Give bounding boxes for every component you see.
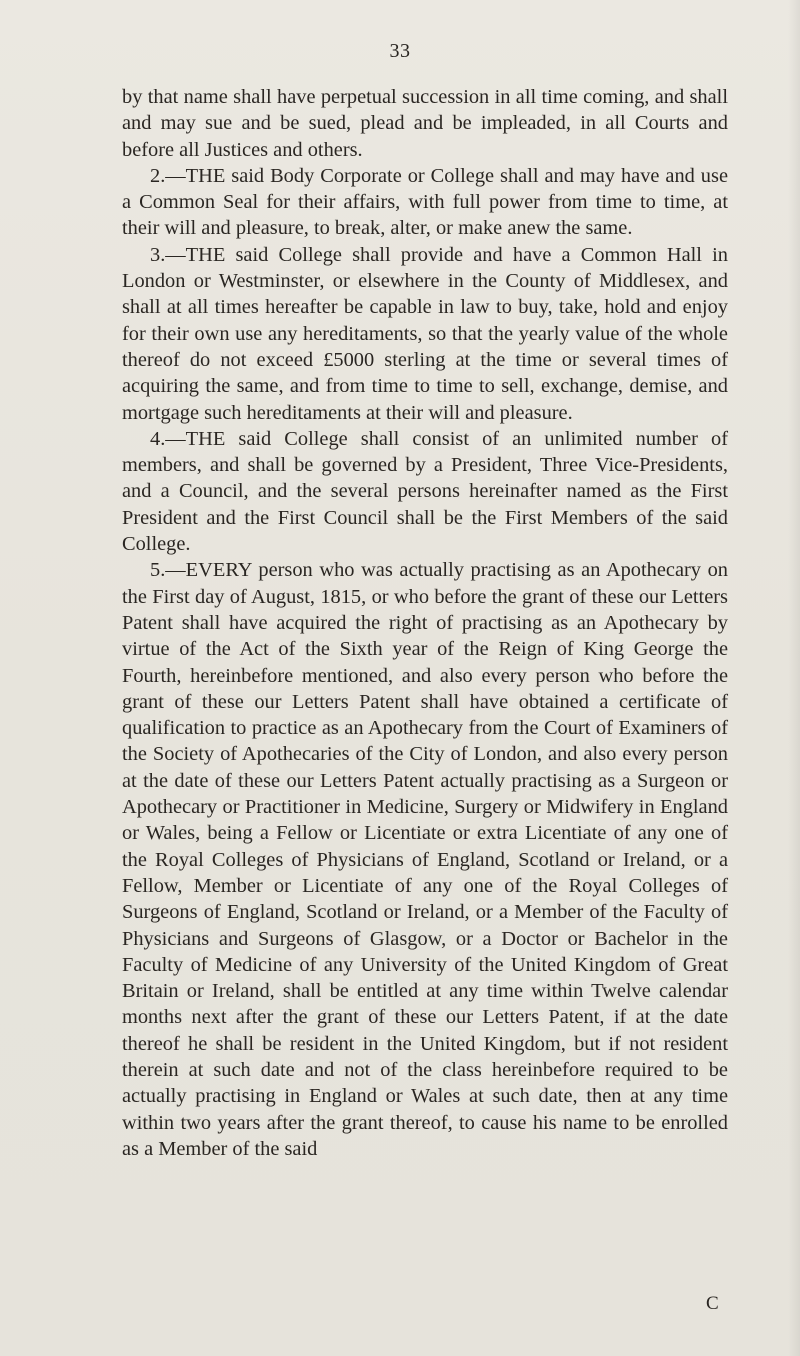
signature-mark: C — [706, 1293, 719, 1314]
paragraph-2: 2.—THE said Body Corporate or College shall and may have and use a Common Seal for their affairs, with full power from time to time, at their will and pleasure, to break, alter, or make anew the same. — [122, 164, 728, 240]
page-number: 33 — [389, 40, 411, 62]
paragraph-continuation: by that name shall have perpetual succession in all time coming, and shall and may sue and be sued, plead and be impleaded, in all Courts and before all Justices and others. — [122, 86, 728, 161]
page-edge-shadow — [788, 0, 800, 1356]
paragraph-3: 3.—THE said College shall provide and have a Common Hall in London or Westminster, or elsewhere in the County of Middlesex, and shall at all times hereafter be capable in law to buy, take, hold and enjoy for their own use any hereditaments, so that the yearly value of the whole thereof do not exceed £5000 sterling at the time or several times of acquiring the same, and from time to time to sell, exchange, demise, and mortgage such hereditaments at their will and pleasure. — [122, 243, 728, 424]
paragraph-5: 5.—EVERY person who was actually practising as an Apothecary on the First day of August, 1815, or who before the grant of these our Letters Patent shall have acquired the right of practising as an Apothecary by virtue of the Act of the Sixth year of the Reign of King George the Fourth, hereinbefore mentioned, and also every person who before the grant of these our Letters Patent shall have obtained a certificate of qualification to practice as an Apothecary from the Court of Examiners of the Society of Apothecaries of the City of London, and also every person at the date of these our Letters Patent actually practising as a Surgeon or Apothecary or Practitioner in Medicine, Surgery or Midwifery in England or Wales, being a Fellow or Licentiate or extra Licentiate of any one of the Royal Colleges of Physicians of England, Scotland or Ireland, or a Fellow, Member or Licentiate of any one of the Royal Colleges of Surgeons of England, Scotland or Ireland, or a Member of the Faculty of Physicians and Surgeons of Glasgow, or a Doctor or Bachelor in the Faculty of Medicine of any University of the United Kingdom of Great Britain or Ireland, shall be entitled at any time within Twelve calendar months next after the grant of these our Letters Patent, if at the date thereof he shall be resident in the United Kingdom, but if not resident therein at such date and not of the class hereinbefore required to be actually practising in England or Wales at such date, then at any time within two years after the grant thereof, to cause his name to be enrolled as a Member of the said — [122, 559, 728, 1160]
body-text — [122, 84, 728, 1162]
paragraph-4: 4.—THE said College shall consist of an unlimited number of members, and shall be governed by a President, Three Vice-Presidents, and a Council, and the several persons hereinafter named as the First President and the First Council shall be the First Members of the said College. — [122, 427, 728, 556]
